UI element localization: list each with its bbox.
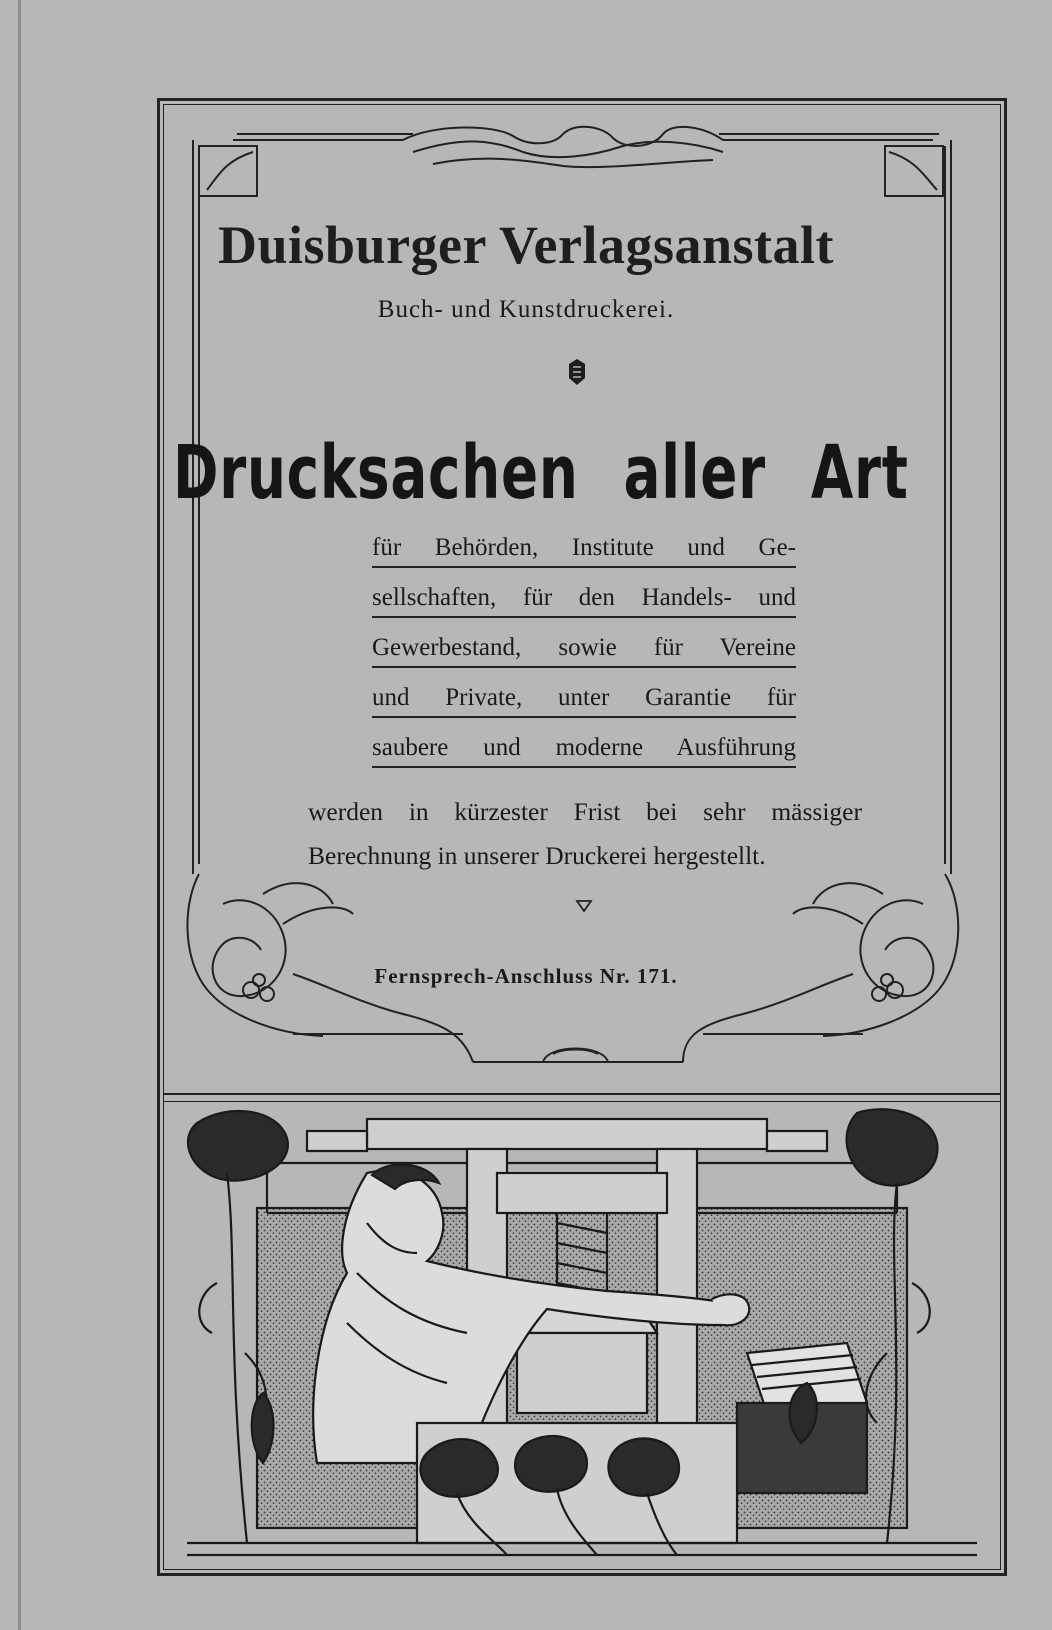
printer-device-icon (566, 358, 588, 386)
description-line: und Private, unter Garantie für (372, 682, 796, 718)
description-block (372, 532, 796, 782)
description-line: saubere und moderne Ausführung (372, 732, 796, 768)
description-line: Gewerbestand, sowie für Vereine (372, 632, 796, 668)
publisher-title: Duisburger Verlagsanstalt (217, 215, 835, 275)
headline: Drucksachen aller Art (173, 430, 909, 516)
phone-number: Fernsprech-Anschluss Nr. 171. (374, 964, 678, 988)
description-line: für Behörden, Institute und Ge- (372, 532, 796, 568)
publisher-subtitle: Buch- und Kunstdruckerei. (377, 296, 675, 323)
body-text: werden in kürzester Frist bei sehr mässiger Berechnung in unserer Druckerei hergestellt. (308, 797, 862, 870)
printing-press-illustration (167, 1103, 997, 1567)
triangle-down-icon (575, 899, 593, 913)
section-divider-thin (163, 1101, 1001, 1102)
description-line: sellschaften, für den Handels- und (372, 582, 796, 618)
